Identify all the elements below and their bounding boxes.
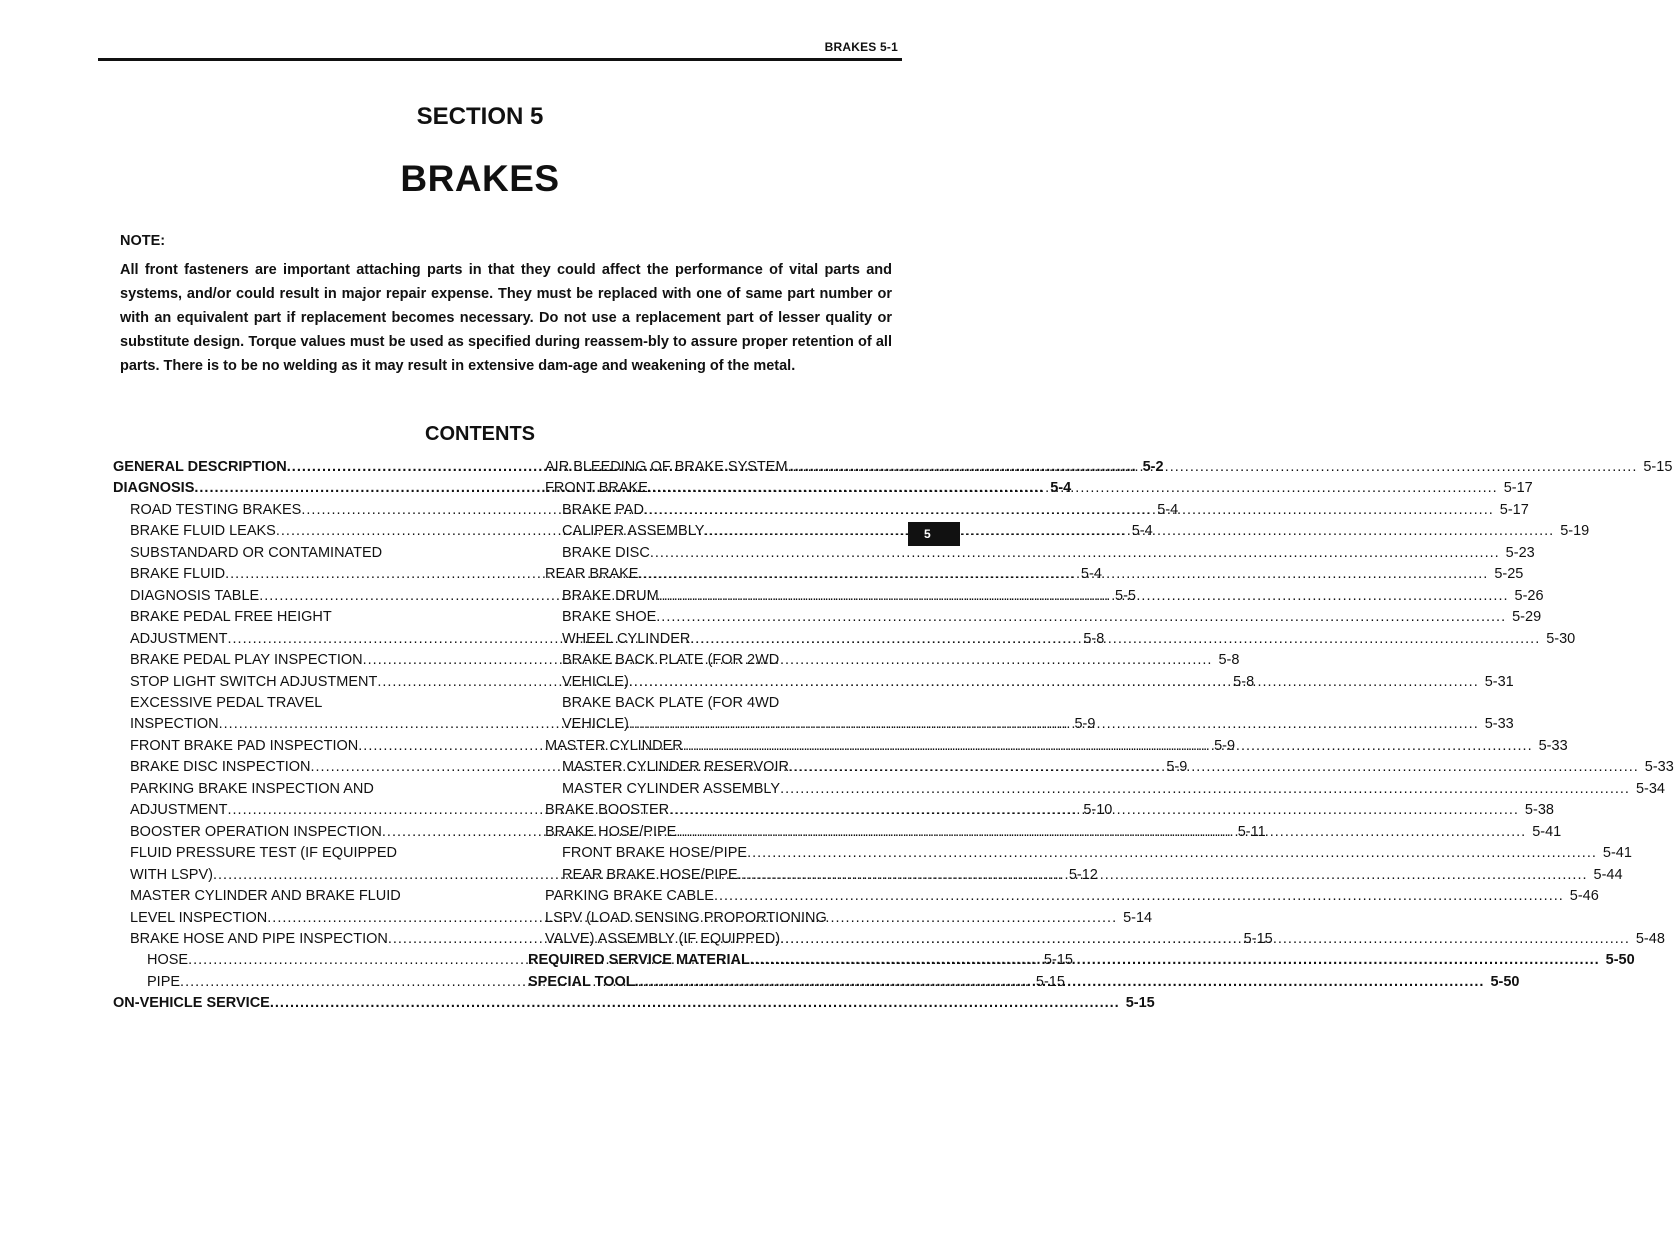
toc-entry-title: WITH LSPV) <box>130 866 213 883</box>
toc-entry-page: 5-4 <box>1050 480 1072 497</box>
toc-entry-page: 5-15 <box>1035 973 1065 990</box>
toc-leader-dots <box>780 929 1630 950</box>
toc-leader-dots <box>788 457 1638 478</box>
toc-leader-dots <box>629 672 1479 693</box>
toc-entry-title: DIAGNOSIS <box>113 480 195 497</box>
toc-entry-page: 5-26 <box>1514 587 1544 604</box>
toc-entry-page: 5-29 <box>1512 609 1542 626</box>
toc-entry-page: 5-31 <box>1484 673 1514 690</box>
toc-leader-dots <box>780 779 1630 800</box>
toc-entry-page: 5-14 <box>1123 909 1153 926</box>
toc-entry-page: 5-33 <box>1484 716 1514 733</box>
toc-entry-title: BRAKE SHOE <box>562 609 657 626</box>
toc-leader-dots <box>656 607 1506 628</box>
toc-entry-text: BRAKE BACK PLATE (FOR 2WD <box>562 652 780 669</box>
toc-entry <box>113 993 1155 1014</box>
section-label: SECTION 5 <box>416 103 544 130</box>
toc-entry-page: 5-46 <box>1569 888 1599 905</box>
toc-entry-title: DIAGNOSIS TABLE <box>130 587 260 604</box>
toc-entry-title: BOOSTER OPERATION INSPECTION <box>130 823 382 840</box>
toc-entry-title: STOP LIGHT SWITCH ADJUSTMENT <box>130 673 378 690</box>
toc-entry <box>528 886 1599 907</box>
toc-entry <box>528 779 1665 800</box>
toc-leader-dots <box>738 865 1588 886</box>
toc-entry-page: 5-15 <box>1043 952 1073 969</box>
toc-entry-page: 5-19 <box>1560 523 1590 540</box>
toc-leader-dots <box>789 757 1639 778</box>
toc-entry-title: PIPE <box>147 973 181 990</box>
toc-entry-title: VEHICLE) <box>562 673 629 690</box>
toc-entry-page: 5-8 <box>1083 630 1105 647</box>
toc-entry-page: 5-4 <box>1080 566 1102 583</box>
toc-entry-page: 5-9 <box>1214 737 1236 754</box>
toc-leader-dots <box>270 993 1120 1014</box>
toc-entry-page: 5-4 <box>1131 523 1153 540</box>
contents-heading: CONTENTS <box>425 423 535 445</box>
toc-entry-title: BRAKE PEDAL PLAY INSPECTION <box>130 652 363 669</box>
toc-entry-page: 5-10 <box>1083 802 1113 819</box>
header-rule <box>98 58 902 61</box>
toc-leader-dots <box>648 478 1498 499</box>
toc-entry-page: 5-48 <box>1635 930 1665 947</box>
toc-entry-page: 5-15 <box>1643 459 1673 475</box>
toc-entry-title: SPECIAL TOOL <box>528 973 635 990</box>
note-block <box>120 229 892 378</box>
toc-leader-dots <box>635 972 1485 993</box>
toc-leader-dots <box>629 714 1479 735</box>
toc-entry-text: FLUID PRESSURE TEST (IF EQUIPPED <box>130 845 397 862</box>
toc-entry-text: BRAKE BACK PLATE (FOR 4WD <box>562 694 780 711</box>
toc-entry-page: 5-23 <box>1505 544 1535 561</box>
toc-entry-title: ON-VEHICLE SERVICE <box>113 995 270 1012</box>
toc-entry-title: GENERAL DESCRIPTION <box>113 459 287 475</box>
toc-entry-page: 5-50 <box>1605 952 1635 969</box>
toc-entry-title: BRAKE DISC <box>562 544 650 561</box>
toc-entry-title: FRONT BRAKE HOSE/PIPE <box>562 845 748 862</box>
toc-entry-page: 5-17 <box>1503 480 1533 497</box>
toc-entry-title: BRAKE HOSE/PIPE <box>545 823 677 840</box>
toc-entry-page: 5-2 <box>1142 459 1164 475</box>
toc-entry-title: VALVE) ASSEMBLY (IF EQUIPPED) <box>545 930 781 947</box>
toc-entry-page: 5-9 <box>1166 759 1188 776</box>
toc-leader-dots <box>750 950 1600 971</box>
toc-entry-title: WHEEL CYLINDER <box>562 630 691 647</box>
toc-entry-title: BRAKE FLUID LEAKS <box>130 523 276 540</box>
toc-leader-dots <box>669 800 1519 821</box>
toc-entry-title: BRAKE BOOSTER <box>545 802 670 819</box>
toc-entry-title: BRAKE PAD <box>562 501 644 518</box>
toc-entry-title: REQUIRED SERVICE MATERIAL <box>528 952 750 969</box>
toc-entry-page: 5-34 <box>1635 780 1665 797</box>
toc-entry-title: BRAKE DRUM <box>562 587 659 604</box>
toc-entry-page: 5-11 <box>1237 823 1266 840</box>
toc-entry-title: ROAD TESTING BRAKES <box>130 501 302 518</box>
toc-entry-page: 5-8 <box>1218 652 1240 669</box>
toc-entry-title: AIR BLEEDING OF BRAKE SYSTEM <box>545 459 788 475</box>
toc-leader-dots <box>638 564 1488 585</box>
toc-entry-page: 5-50 <box>1490 973 1520 990</box>
toc-entry-title: REAR BRAKE <box>545 566 639 583</box>
toc-entry-page: 5-15 <box>1125 995 1155 1012</box>
toc-leader-dots <box>747 843 1597 864</box>
toc-entry-title: HOSE <box>147 952 189 969</box>
toc-entry-title: BRAKE DISC INSPECTION <box>130 759 311 776</box>
toc-entry <box>528 843 1632 864</box>
toc-entry-text: SUBSTANDARD OR CONTAMINATED <box>130 544 383 561</box>
toc-entry-page: 5-33 <box>1538 737 1568 754</box>
section-tab: 5 <box>908 522 960 546</box>
toc-entry-page: 5-33 <box>1644 759 1674 776</box>
toc-entry-page: 5-9 <box>1074 716 1096 733</box>
toc-leader-dots <box>659 586 1509 607</box>
toc-entry-text: LSPV (LOAD SENSING PROPORTIONING <box>545 909 827 926</box>
toc-entry-title: MASTER CYLINDER ASSEMBLY <box>562 780 781 797</box>
toc-entry <box>528 607 1542 628</box>
toc-leader-dots <box>714 886 1564 907</box>
toc-entry-title: LEVEL INSPECTION <box>130 909 268 926</box>
toc-entry-page: 5-17 <box>1499 501 1529 518</box>
toc-entry-page: 5-30 <box>1546 630 1576 647</box>
toc-leader-dots <box>704 521 1554 542</box>
toc-entry-page: 5-25 <box>1494 566 1524 583</box>
toc-entry-title: ADJUSTMENT <box>130 802 228 819</box>
toc-entry-title: BRAKE FLUID <box>130 566 226 583</box>
toc-entry-page: 5-8 <box>1233 673 1255 690</box>
page-header-label: BRAKES 5-1 <box>824 40 898 54</box>
toc-entry-title: MASTER CYLINDER <box>545 737 683 754</box>
toc-entry-title: REAR BRAKE HOSE/PIPE <box>562 866 738 883</box>
toc-entry-title: BRAKE HOSE AND PIPE INSPECTION <box>130 930 388 947</box>
toc-entry-page: 5-41 <box>1532 823 1562 840</box>
toc-entry-page: 5-41 <box>1602 845 1632 862</box>
toc-entry-title: INSPECTION <box>130 716 219 733</box>
toc-entry-title: PARKING BRAKE CABLE <box>545 888 714 905</box>
toc-entry-page: 5-38 <box>1524 802 1554 819</box>
toc-leader-dots <box>676 822 1526 843</box>
toc-leader-dots <box>644 500 1494 521</box>
toc-entry-title: VEHICLE) <box>562 716 629 733</box>
toc-leader-dots <box>650 543 1500 564</box>
toc-entry-text: EXCESSIVE PEDAL TRAVEL <box>130 694 323 711</box>
note-text: All front fasteners are important attaching parts in that they could affect the performance of vital parts and systems, and/or could result in major repair expense. They must be replaced with one of same part number or with an equivalent part if replacement becomes necessary. Do not use a replacement part of lesser quality or substitute design. Torque values must be used as specified during reassem-bly to assure proper retention of all parts. There is to be no welding as it may result in extensive dam-age and weakening of the metal. <box>120 262 892 374</box>
toc-entry-title: FRONT BRAKE PAD INSPECTION <box>130 737 359 754</box>
toc-entry-text: MASTER CYLINDER AND BRAKE FLUID <box>130 888 401 905</box>
toc-entry-page: 5-12 <box>1068 866 1098 883</box>
toc-entry-title: CALIPER ASSEMBLY <box>562 523 705 540</box>
page-title: BRAKES <box>400 158 560 199</box>
toc-entry-text: PARKING BRAKE INSPECTION AND <box>130 780 374 797</box>
note-label: NOTE: <box>120 233 166 249</box>
toc-entry <box>528 543 1535 564</box>
toc-entry-page: 5-15 <box>1243 930 1273 947</box>
toc-entry-page: 5-44 <box>1593 866 1623 883</box>
toc-entry-title: FRONT BRAKE <box>545 480 648 497</box>
toc-entry-page: 5-5 <box>1115 587 1136 604</box>
toc-leader-dots <box>690 629 1540 650</box>
toc-entry-page: 5-4 <box>1157 501 1179 518</box>
toc-entry-title: ADJUSTMENT <box>130 630 228 647</box>
toc-entry-text: BRAKE PEDAL FREE HEIGHT <box>130 609 332 626</box>
toc-entry-title: MASTER CYLINDER RESERVOIR <box>562 759 789 776</box>
toc-leader-dots <box>683 736 1533 757</box>
